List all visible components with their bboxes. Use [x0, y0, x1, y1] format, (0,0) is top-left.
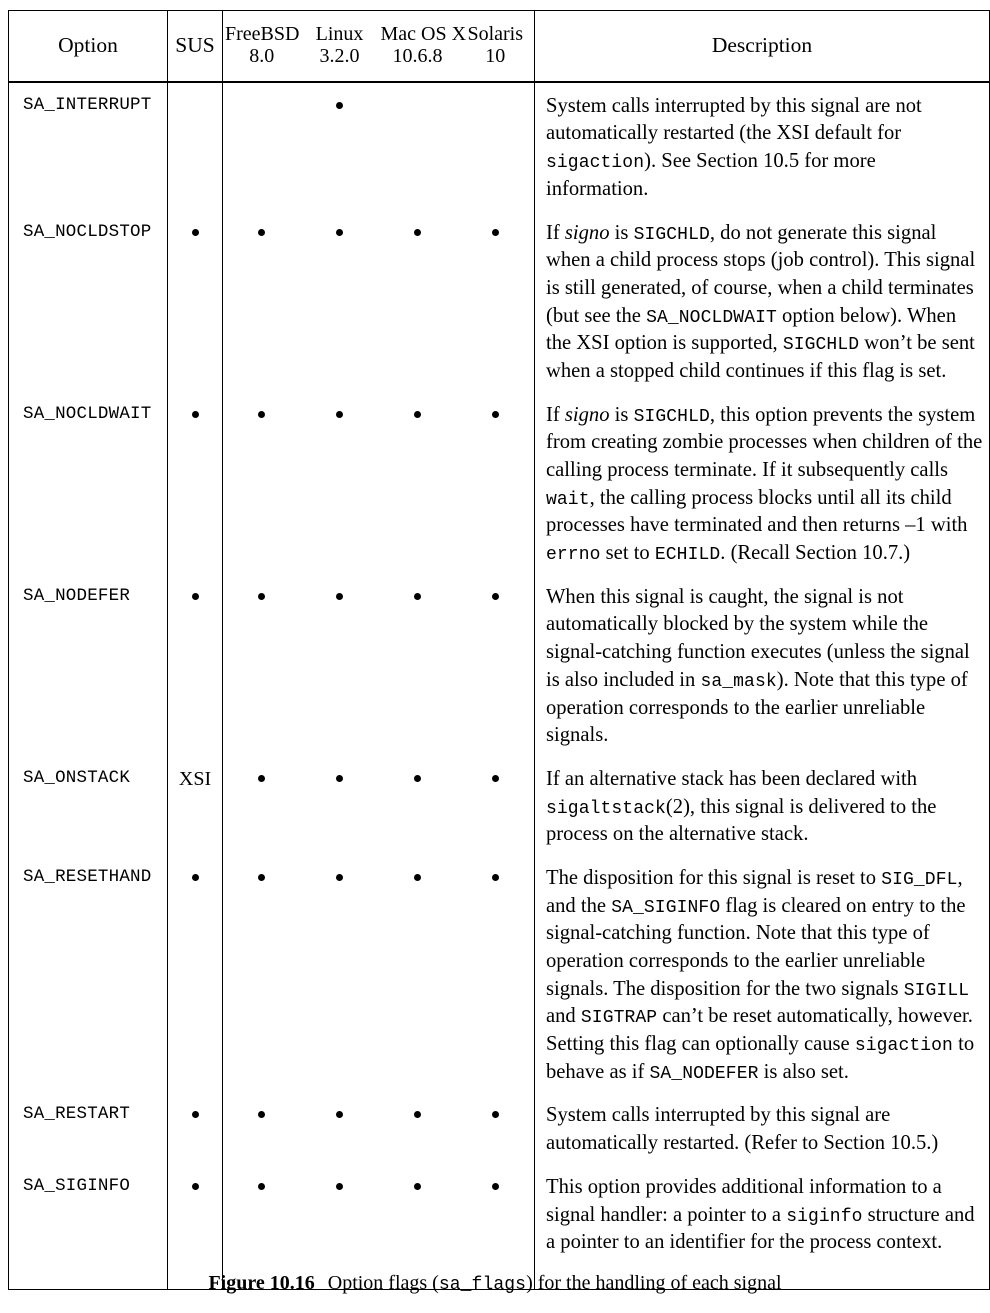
- support-bullet-icon: [258, 229, 265, 236]
- table-row: [9, 210, 990, 392]
- support-bullet-icon: [192, 593, 199, 600]
- platform-name: Linux: [315, 23, 364, 45]
- inline-code: sigaction: [854, 1036, 953, 1057]
- row-solaris-support: [457, 1092, 535, 1163]
- row-macosx-support: [379, 1164, 457, 1263]
- support-bullet-icon: [258, 411, 265, 418]
- row-option-name: SA_NOCLDSTOP: [23, 221, 152, 242]
- row-option-name: SA_NOCLDWAIT: [23, 403, 152, 424]
- inline-code: SA_SIGINFO: [611, 897, 721, 918]
- platform-name: Solaris: [467, 23, 524, 45]
- row-description: System calls interrupted by this signal are automatically restarted. (Refer to Section 10.5.): [546, 1104, 939, 1155]
- row-freebsd-support: [223, 210, 301, 392]
- row-option-name: SA_NODEFER: [23, 585, 131, 606]
- table-row: [9, 574, 990, 756]
- row-option-name: SA_RESTART: [23, 1104, 131, 1125]
- inline-emphasis: signo: [564, 221, 610, 244]
- support-bullet-icon: [492, 229, 499, 236]
- support-bullet-icon: [414, 775, 421, 782]
- support-bullet-icon: [336, 102, 343, 109]
- row-sus-value: [168, 1092, 223, 1163]
- inline-emphasis: signo: [564, 403, 610, 426]
- inline-code: errno: [546, 545, 601, 566]
- row-freebsd-support: [223, 574, 301, 756]
- row-description: If signo is SIGCHLD, do not generate this signal when a child process stops (job control). This signal is still generated, of course, when a child terminates (but see the SA_NOCLDWAIT option below). When the XSI option is supported, SIGCHLD won’t be sent when a stopped child continues if this flag is set.: [546, 221, 976, 382]
- row-sus-value: [168, 82, 223, 209]
- platform-version: 10: [485, 45, 506, 68]
- row-freebsd-support: [223, 1164, 301, 1263]
- row-macosx-support: [379, 574, 457, 756]
- row-solaris-support: [457, 756, 535, 855]
- support-bullet-icon: [492, 1111, 499, 1118]
- support-bullet-icon: [492, 411, 499, 418]
- header-row: [9, 11, 990, 82]
- inline-code: sigaction: [546, 153, 645, 174]
- inline-code: siginfo: [786, 1206, 863, 1227]
- inline-code: SA_NODEFER: [649, 1063, 759, 1084]
- support-bullet-icon: [258, 593, 265, 600]
- table-header: [9, 11, 990, 83]
- row-linux-support: [301, 1164, 379, 1263]
- row-option-name: SA_INTERRUPT: [23, 94, 152, 115]
- inline-code: SIGTRAP: [580, 1008, 658, 1029]
- row-macosx-support: [379, 210, 457, 392]
- support-bullet-icon: [336, 874, 343, 881]
- row-sus-value: [168, 855, 223, 1093]
- support-bullet-icon: [192, 874, 199, 881]
- caption-code: sa_flags: [438, 1275, 527, 1295]
- row-description: When this signal is caught, the signal is not automatically blocked by the system while the signal-catching function executes (unless the signal is also included in sa_mask). Note that this type of operation corresponds to the earlier unreliable signals.: [546, 585, 970, 747]
- platform-version: 10.6.8: [392, 45, 443, 68]
- support-bullet-icon: [492, 1183, 499, 1190]
- platform-name: FreeBSD: [225, 23, 300, 45]
- column-header-description: Description: [711, 33, 813, 58]
- row-freebsd-support: [223, 82, 301, 209]
- inline-code: sa_mask: [700, 671, 777, 692]
- row-description: If an alternative stack has been declared with sigaltstack(2), this signal is delivered to the process on the alternative stack.: [546, 767, 937, 846]
- row-sus-value: XSI: [168, 756, 223, 855]
- inline-code: SIG_DFL: [881, 869, 958, 890]
- row-linux-support: [301, 392, 379, 574]
- inline-code: sigaltstack: [546, 798, 666, 819]
- row-description: This option provides additional information to a signal handler: a pointer to a siginfo structure and a pointer to an identifier for the process context.: [546, 1175, 975, 1254]
- caption-text-after: ) for the handling of each signal: [526, 1272, 782, 1294]
- table-row: [9, 82, 990, 209]
- row-option-name: SA_RESETHAND: [23, 866, 152, 887]
- row-macosx-support: [379, 756, 457, 855]
- row-solaris-support: [457, 392, 535, 574]
- platform-name: Mac OS X: [380, 23, 467, 45]
- row-sus-value: [168, 392, 223, 574]
- support-bullet-icon: [258, 775, 265, 782]
- support-bullet-icon: [414, 593, 421, 600]
- support-bullet-icon: [258, 1183, 265, 1190]
- support-bullet-icon: [414, 874, 421, 881]
- support-bullet-icon: [492, 874, 499, 881]
- table-row: [9, 855, 990, 1093]
- figure-number: Figure 10.16: [208, 1272, 315, 1294]
- row-option-name: SA_ONSTACK: [23, 767, 131, 788]
- row-linux-support: [301, 855, 379, 1093]
- support-bullet-icon: [336, 1183, 343, 1190]
- row-description: The disposition for this signal is reset to SIG_DFL, and the SA_SIGINFO flag is cleared on entry to the signal-catching function. Note that this type of operation corresponds to the earlier unreliable signals. The disposition for the two signals SIGILL and SIGTRAP can’t be reset automatically, however. Setting this flag can optionally cause sigaction to behave as if SA_NODEFER is also set.: [546, 866, 975, 1084]
- inline-code: SIGCHLD: [633, 224, 710, 245]
- row-freebsd-support: [223, 855, 301, 1093]
- row-macosx-support: [379, 82, 457, 209]
- support-bullet-icon: [192, 411, 199, 418]
- support-bullet-icon: [414, 411, 421, 418]
- row-linux-support: [301, 574, 379, 756]
- row-solaris-support: [457, 574, 535, 756]
- row-solaris-support: [457, 855, 535, 1093]
- row-sus-value: [168, 574, 223, 756]
- row-solaris-support: [457, 82, 535, 209]
- support-bullet-icon: [192, 1183, 199, 1190]
- table-row: [9, 1164, 990, 1263]
- option-flags-table: [8, 10, 990, 1290]
- support-bullet-icon: [336, 593, 343, 600]
- support-bullet-icon: [492, 593, 499, 600]
- column-header-linux: [301, 11, 379, 82]
- support-bullet-icon: [414, 1183, 421, 1190]
- row-sus-value: [168, 1164, 223, 1263]
- inline-code: wait: [546, 489, 590, 510]
- support-bullet-icon: [336, 229, 343, 236]
- row-description: If signo is SIGCHLD, this option prevents the system from creating zombie processes when children of the calling process terminate. If it subsequently calls wait, the calling process blocks until all its child processes have terminated and then returns –1 with errno set to ECHILD. (Recall Section 10.7.): [546, 403, 983, 566]
- row-macosx-support: [379, 1092, 457, 1163]
- column-header-freebsd: [223, 11, 301, 82]
- support-bullet-icon: [336, 1111, 343, 1118]
- row-macosx-support: [379, 392, 457, 574]
- caption-text-before: Option flags (: [327, 1272, 439, 1294]
- column-header-option: Option: [58, 33, 118, 58]
- row-solaris-support: [457, 210, 535, 392]
- column-header-solaris: [457, 11, 535, 82]
- row-sus-value: [168, 210, 223, 392]
- support-bullet-icon: [258, 874, 265, 881]
- row-solaris-support: [457, 1164, 535, 1263]
- table-body: [9, 82, 990, 1289]
- row-option-name: SA_SIGINFO: [23, 1175, 131, 1196]
- row-freebsd-support: [223, 1092, 301, 1163]
- support-bullet-icon: [336, 411, 343, 418]
- inline-code: SIGILL: [903, 980, 970, 1001]
- table-row: [9, 392, 990, 574]
- support-bullet-icon: [258, 1111, 265, 1118]
- row-linux-support: [301, 756, 379, 855]
- row-freebsd-support: [223, 756, 301, 855]
- support-bullet-icon: [414, 1111, 421, 1118]
- table-row: [9, 756, 990, 855]
- support-bullet-icon: [336, 775, 343, 782]
- row-linux-support: [301, 210, 379, 392]
- figure-caption: [0, 1272, 990, 1295]
- support-bullet-icon: [192, 229, 199, 236]
- column-header-macosx: [379, 11, 467, 82]
- table-row: [9, 1092, 990, 1163]
- inline-code: SA_NOCLDWAIT: [646, 307, 777, 328]
- inline-code: SIGCHLD: [782, 335, 860, 356]
- platform-version: 8.0: [249, 45, 275, 68]
- support-bullet-icon: [192, 1111, 199, 1118]
- row-linux-support: [301, 82, 379, 209]
- inline-code: ECHILD: [654, 545, 721, 566]
- inline-code: SIGCHLD: [633, 406, 710, 427]
- support-bullet-icon: [492, 775, 499, 782]
- platform-version: 3.2.0: [319, 45, 360, 68]
- support-bullet-icon: [414, 229, 421, 236]
- row-linux-support: [301, 1092, 379, 1163]
- row-description: System calls interrupted by this signal are not automatically restarted (the XSI default for sigaction). See Section 10.5 for more information.: [546, 94, 922, 200]
- row-macosx-support: [379, 855, 457, 1093]
- column-header-sus: SUS: [168, 11, 223, 82]
- row-freebsd-support: [223, 392, 301, 574]
